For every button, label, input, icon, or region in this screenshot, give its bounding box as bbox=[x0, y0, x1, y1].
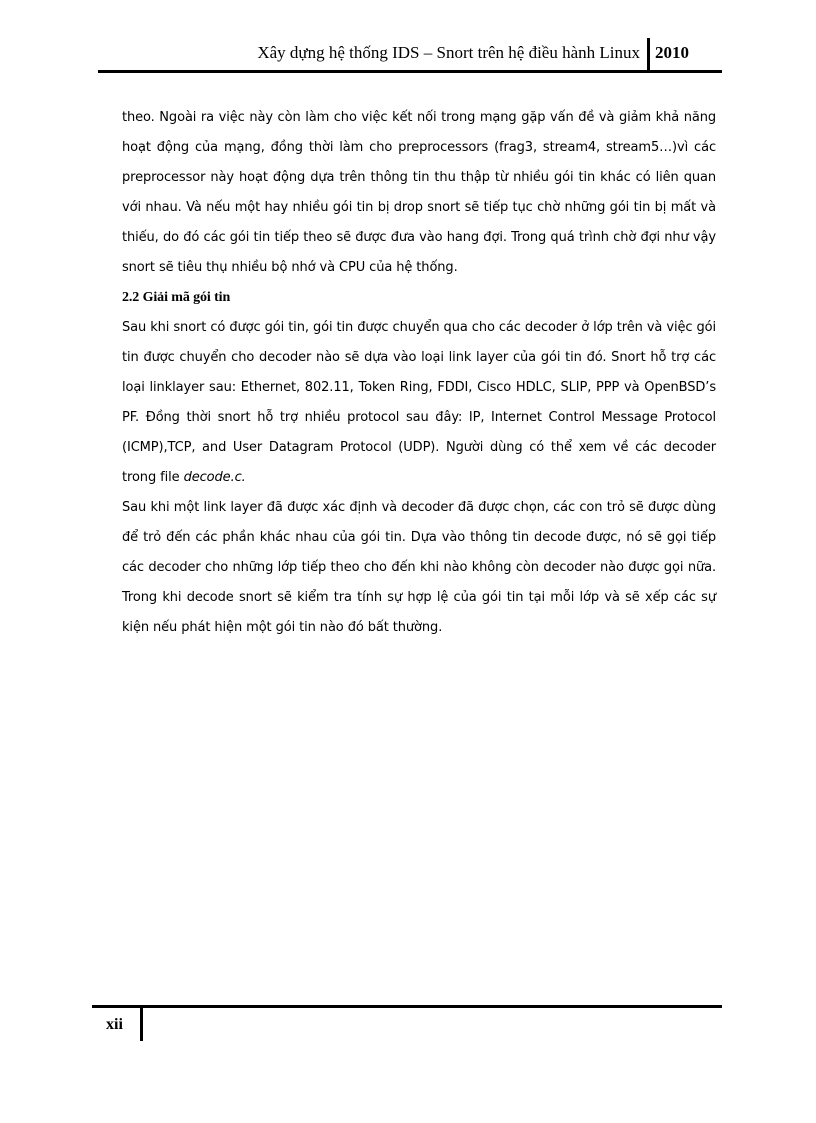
header-rule bbox=[98, 70, 722, 73]
paragraph-1: theo. Ngoài ra việc này còn làm cho việc kết nối trong mạng gặp vấn đề và giảm khả năng hoạt động của mạng, đồng thời làm cho preprocessors (frag3, stream4, stream5…)vì các preprocessor này hoạt động dựa trên thông tin thu thập từ nhiều gói tin khác có liên quan với nhau. Và nếu một hay nhiều gói tin bị drop snort sẽ tiếp tục chờ những gói tin bị mất và thiếu, do đó các gói tin tiếp theo sẽ được đưa vào hang đợi. Trong quá trình chờ đợi như vậy snort sẽ tiêu thụ nhiều bộ nhớ và CPU của hệ thống. bbox=[122, 110, 716, 275]
footer-divider bbox=[140, 1007, 143, 1041]
paragraph-2 bbox=[122, 313, 716, 493]
paragraph-2-filename: decode.c. bbox=[183, 470, 246, 485]
header-year: 2010 bbox=[655, 43, 689, 62]
section-heading: 2.2 Giải mã gói tin bbox=[122, 290, 231, 305]
footer-rule bbox=[92, 1005, 722, 1008]
page-number: xii bbox=[106, 1016, 123, 1033]
header-title: Xây dựng hệ thống IDS – Snort trên hệ điều hành Linux bbox=[257, 43, 640, 62]
paragraph-3: Sau khi một link layer đã được xác định và decoder đã được chọn, các con trỏ sẽ được dùng để trỏ đến các phần khác nhau của gói tin. Dựa vào thông tin decode được, nó sẽ gọi tiếp các decoder cho những lớp tiếp theo cho đến khi nào không còn decoder nào được gọi nữa. Trong khi decode snort sẽ kiểm tra tính sự hợp lệ của gói tin tại mỗi lớp và sẽ xếp các sự kiện nếu phát hiện một gói tin nào đó bất thường. bbox=[122, 500, 716, 635]
page-body bbox=[122, 103, 716, 643]
page-header bbox=[98, 34, 722, 74]
header-divider bbox=[647, 38, 650, 72]
paragraph-2-text: Sau khi snort có được gói tin, gói tin được chuyển qua cho các decoder ở lớp trên và việc gói tin được chuyển cho decoder nào sẽ dựa vào loại link layer của gói tin đó. Snort hỗ trợ các loại linklayer sau: Ethernet, 802.11, Token Ring, FDDI, Cisco HDLC, SLIP, PPP và OpenBSD’s PF. Đồng thời snort hỗ trợ nhiều protocol sau đây: IP, Internet Control Message Protocol (ICMP),TCP, and User Datagram Protocol (UDP). Người dùng có thể xem về các decoder trong file bbox=[122, 320, 716, 485]
